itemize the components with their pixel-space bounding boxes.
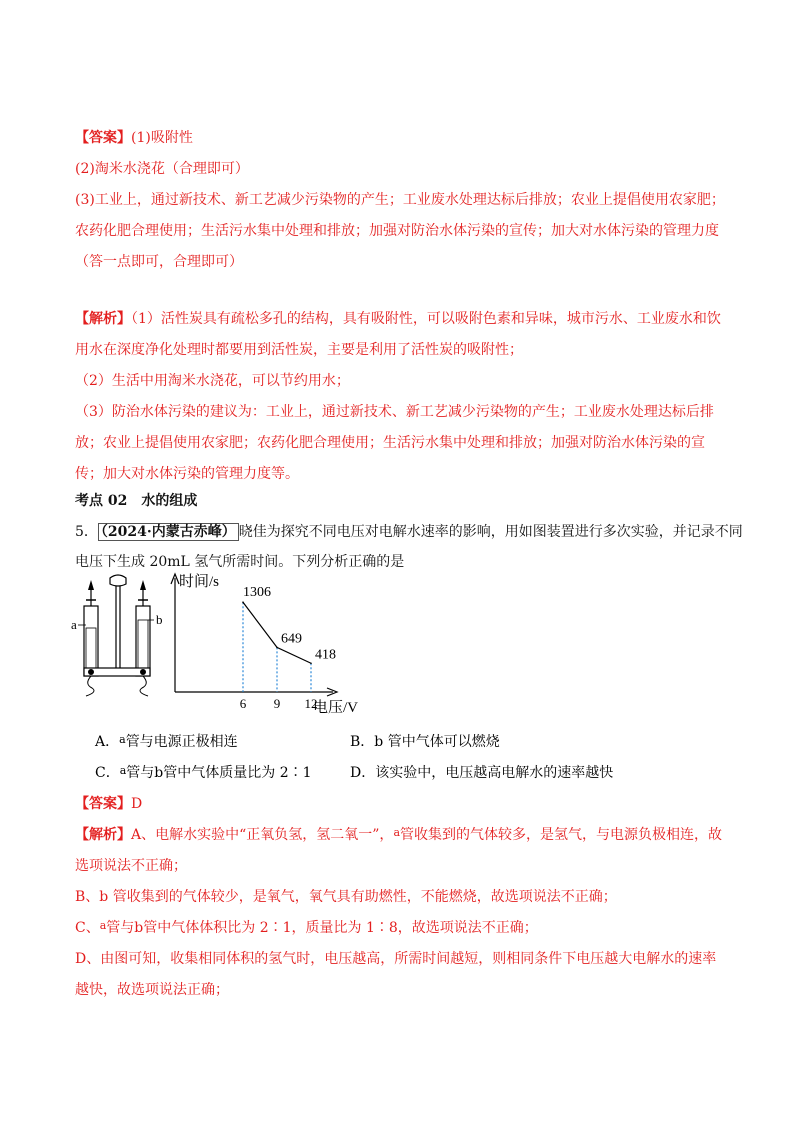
- answer2-line: [75, 795, 142, 813]
- data-point-2: [310, 662, 312, 664]
- analysis2-line-5: D、由图可知，收集相同体积的氢气时，电压越高，所需时间越短，则相同条件下电压越大电解水的速率: [75, 951, 717, 967]
- answer-part-1: (1)吸附性: [131, 130, 193, 146]
- data-label-0: 1306: [243, 585, 271, 601]
- option-c-text: 管与b管中气体质量比为 2∶1: [126, 765, 312, 781]
- label-a: a: [71, 617, 77, 632]
- question-stem-1: 晓佳为探究不同电压对电解水速率的影响，用如图装置进行多次实验，并记录不同: [238, 524, 743, 540]
- answer-line-2: (2)淘米水浇花（合理即可）: [75, 161, 249, 177]
- data-point-0: [242, 601, 244, 603]
- analysis2-line-2: 选项说法不正确；: [75, 858, 187, 874]
- option-d[interactable]: [350, 764, 613, 782]
- answer-line-5: （答一点即可，合理即可）: [75, 254, 243, 270]
- x-axis-label: 电压/V: [313, 700, 359, 716]
- analysis2-line-3: B、b 管收集到的气体较少，是氧气，氧气具有助燃性，不能燃烧，故选项说法不正确；: [75, 889, 617, 905]
- analysis2-text-1a: A、电解水实验中“正氧负氢，氢二氧一”，: [131, 827, 394, 843]
- analysis-line-2: 用水在深度净化处理时都要用到活性炭，主要是利用了活性炭的吸附性；: [75, 342, 523, 358]
- analysis2-text-4b: 管与b管中气体体积比为 2∶1，质量比为 1∶8，故选项说法不正确；: [106, 920, 538, 936]
- analysis2-line-1: [75, 826, 722, 845]
- question-number: 5．: [75, 524, 98, 540]
- analysis2-var-1: a: [393, 826, 400, 839]
- x-tick-label-2: 12: [304, 696, 318, 711]
- option-d-text: 该实验中，电压越高电解水的速率越快: [375, 765, 614, 781]
- data-point-1: [276, 647, 278, 649]
- option-a[interactable]: [95, 734, 238, 750]
- analysis2-var-4: a: [99, 919, 107, 932]
- answer2-value: D: [131, 796, 143, 812]
- option-c-var: a: [119, 764, 127, 777]
- option-b-text: b 管中气体可以燃烧: [374, 734, 500, 750]
- answer-line-3: (3)工业上，通过新技术、新工艺减少污染物的产生；工业废水处理达标后排放；农业上提倡使用农家肥；: [75, 192, 725, 208]
- answer-line-1: [75, 129, 193, 147]
- option-d-label: D．: [350, 765, 376, 781]
- analysis2-line-4: [75, 919, 538, 938]
- electrolysis-apparatus: [70, 568, 170, 698]
- analysis-line-3: （2）生活中用淘米水浇花，可以节约用水；: [75, 373, 350, 389]
- x-tick-label-1: 9: [273, 696, 281, 711]
- analysis-tag: 【解析】: [75, 311, 131, 327]
- analysis2-line-6: 越快，故选项说法正确；: [75, 982, 229, 998]
- analysis-line-6: 传；加大对水体污染的管理力度等。: [75, 466, 299, 482]
- analysis2-tag: 【解析】: [75, 827, 131, 843]
- option-a-label: A．: [95, 734, 120, 750]
- voltage-time-chart: [165, 566, 365, 716]
- analysis2-text-1b: 管收集到的气体较多，是氢气，与电源负极相连，故: [400, 827, 722, 843]
- data-label-2: 418: [315, 647, 336, 663]
- question-stem-line-2: 电压下生成 20mL 氢气所需时间。下列分析正确的是: [75, 554, 405, 570]
- x-tick-label-0: 6: [239, 696, 247, 711]
- option-c-label: C．: [95, 765, 120, 781]
- analysis-line-1: [75, 310, 721, 328]
- option-b-label: B．: [350, 734, 375, 750]
- question-source: （2024·内蒙古赤峰）: [98, 523, 239, 541]
- option-a-var: a: [119, 733, 126, 746]
- analysis-text-1: （1）活性炭具有疏松多孔的结构，具有吸附性，可以吸附色素和异味，城市污水、工业废水和饮: [131, 311, 721, 327]
- option-b[interactable]: [350, 733, 500, 751]
- analysis2-text-4a: C、: [75, 920, 100, 936]
- option-a-text: 管与电源正极相连: [125, 734, 238, 750]
- label-b: b: [156, 612, 163, 627]
- answer2-tag: 【答案】: [75, 796, 131, 812]
- option-c[interactable]: [95, 765, 312, 781]
- answer-line-4: 农药化肥合理使用；生活污水集中处理和排放；加强对防治水体污染的宣传；加大对水体污染的管理力度: [75, 223, 719, 239]
- options-row-2: [95, 764, 312, 783]
- options-row-1: [95, 733, 238, 752]
- question-stem-line-1: [75, 523, 743, 541]
- analysis-line-4: （3）防治水体污染的建议为：工业上，通过新技术、新工艺减少污染物的产生；工业废水处理达标后排: [75, 404, 714, 420]
- section-title: 考点 02 水的组成: [75, 493, 198, 509]
- analysis-line-5: 放；农业上提倡使用农家肥；农药化肥合理使用；生活污水集中处理和排放；加强对防治水体污染的宣: [75, 435, 705, 451]
- y-axis-label: 时间/s: [179, 574, 220, 590]
- answer-tag: 【答案】: [75, 130, 131, 146]
- data-label-1: 649: [281, 631, 302, 647]
